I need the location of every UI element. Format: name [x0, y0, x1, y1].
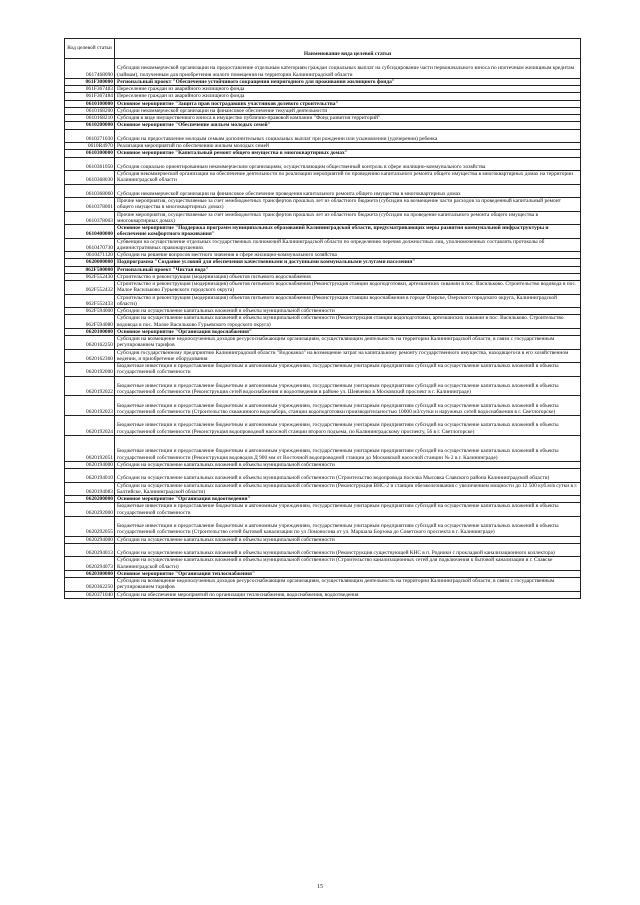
table-body	[65, 59, 581, 599]
row-code: 0610378001	[65, 198, 115, 212]
row-description: Бюджетные инвестиции и предоставление бюджетным и автономным учреждениям, государственным унитарным предприятиям субсидий на осуществление капитальных вложений в объекты государственной собственности (Строительство сетей бытовой канализации по ул Ломоносова от ул. Маршала Борзова до Советского проспекта в г. Калининграде)	[115, 516, 581, 536]
row-description: Бюджетные инвестиции и предоставление бюджетным и автономным учреждениям, государственным унитарным предприятиям субсидий на осуществление капитальных вложений в объекты государственной собственности (Реконструкция водопроводной насосной станции второго подъема, по Калининградскому проспекту, 56 в г. Светлогорске)	[115, 416, 581, 436]
row-description: Строительство и реконструкция (модернизация) объектов питьевого водоснабжения	[115, 273, 581, 280]
row-description: Основное мероприятие "Организация водоснабжения"	[115, 328, 581, 335]
row-code: 0610471120	[65, 252, 115, 259]
row-description: Реализация мероприятий по обеспечению жильем молодых семей	[115, 143, 581, 150]
table-row	[65, 157, 581, 171]
row-description: Строительство и реконструкция (модернизация) объектов питьевого водоснабжения (Реконструкция станции водоснабжения в городе Озерске, Озерского городского округа, Калининградской области)	[115, 294, 581, 308]
table-row	[65, 435, 581, 461]
row-description: Субсидии на решение вопросов местного значения в сфере жилищно-коммунального хозяйства	[115, 252, 581, 259]
table-row	[65, 184, 581, 198]
row-code: 0610400000	[65, 225, 115, 239]
table-row	[65, 315, 581, 329]
row-code: 0620194000	[65, 461, 115, 468]
table-row	[65, 93, 581, 100]
table-row	[65, 591, 581, 598]
row-description: Субсидии на предоставление молодым семьям дополнительных социальных выплат при рождении или усыновлении (удочерении) ребенка	[115, 129, 581, 143]
row-description: Переселение граждан из аварийного жилищного фонда	[115, 86, 581, 93]
table-row	[65, 469, 581, 483]
row-code: 0620294000	[65, 536, 115, 543]
row-description: Субсидии некоммерческой организации на финансовое обеспечение текущей деятельности	[115, 107, 581, 114]
table-row	[65, 349, 581, 363]
row-code: 061F367484	[65, 93, 115, 100]
row-description: Бюджетные инвестиции и предоставление бюджетным и автономным учреждениям, государственным унитарным предприятиям субсидий на осуществление капитальных вложений в объекты государственной собственности (Реконструкция водоводов Д 900 мм от Восточной водопроводной станции до Московской насосной станции № 2 в г. Калининграде)	[115, 435, 581, 461]
row-description: Бюджетные инвестиции и предоставление бюджетным и автономным учреждениям, государственным унитарным предприятиям субсидий на осуществление капитальных вложений в объекты государственной собственности (Строительство скважинного водозабора, станции водоподготовки производительностью 10000 м3/сутки и наружных сетей водоснабжения в г. Светлогорске)	[115, 396, 581, 416]
table-row	[65, 503, 581, 517]
table-row	[65, 416, 581, 436]
row-description: Основное мероприятие "Организация водоотведения"	[115, 496, 581, 503]
row-description: Региональный проект "Чистая вода"	[115, 266, 581, 273]
table-row	[65, 516, 581, 536]
table-row	[65, 363, 581, 377]
row-code: 0610271030	[65, 129, 115, 143]
row-description: Подпрограмма "Создание условий для обеспечения качественными и доступными коммунальными услугами населения"	[115, 259, 581, 266]
table-row	[65, 396, 581, 416]
row-code: 061F367483	[65, 86, 115, 93]
table-row	[65, 482, 581, 496]
row-code: 0620371040	[65, 591, 115, 598]
row-description: Субсидии на возмещение недополученных доходов ресурсоснабжающим организациям, осуществляющим деятельность на территории Калининградской области, в связи с государственным регулированием тарифов	[115, 578, 581, 592]
table-row	[65, 225, 581, 239]
table-row	[65, 496, 581, 503]
row-code: 0610168210	[65, 115, 115, 122]
row-code: 0610100000	[65, 100, 115, 107]
row-description: Субсидии на осуществление капитальных вложений в объекты муниципальной собственности	[115, 536, 581, 543]
row-code: 0620192051	[65, 435, 115, 461]
table-row	[65, 100, 581, 107]
row-description: Основное мероприятие "Организация теплоснабжения"	[115, 570, 581, 577]
row-code: 0620162360	[65, 349, 115, 363]
row-description: Бюджетные инвестиции и предоставление бюджетным и автономным учреждениям, государственным унитарным предприятиям субсидий на осуществление капитальных вложений в объекты государственной собственности	[115, 363, 581, 377]
row-code: 0620194083	[65, 482, 115, 496]
row-description: Прочие мероприятия, осуществляемые за счет межбюджетных трансфертов прошлых лет из областного бюджета (субсидии на возмещение части расходов за проведенный капитальный ремонт общего имущества в многоквартирных домах)	[115, 198, 581, 212]
row-code: 0620294013	[65, 543, 115, 557]
row-code: 062F552432	[65, 281, 115, 295]
row-description: Субсидии на обеспечение мероприятий по организации теплоснабжения, водоснабжения, водоотведения	[115, 591, 581, 598]
page-number: 15	[317, 884, 323, 890]
row-code: 0610368030	[65, 171, 115, 185]
table-row	[65, 461, 581, 468]
table-row	[65, 570, 581, 577]
row-description: Субсидия социально ориентированным некоммерческим организациям, осуществляющим общественный контроль в сфере жилищно-коммунального хозяйства	[115, 157, 581, 171]
row-description: Субсидии на осуществление капитальных вложений в объекты муниципальной собственности (Реконструкция станции водоподготовки, артезианских скважин в пос. Васильково. Строительство водовода в пос. Малое Васильково Гурьевского городского округа)	[115, 315, 581, 329]
row-code: 062F594080	[65, 315, 115, 329]
table-row	[65, 328, 581, 335]
row-code: 0620100000	[65, 328, 115, 335]
document-page	[64, 38, 580, 599]
row-code: 0610378003	[65, 211, 115, 225]
table-row	[65, 536, 581, 543]
table-row	[65, 281, 581, 295]
row-code: 0610470730	[65, 238, 115, 252]
row-description: Строительство и реконструкция (модернизация) объектов питьевого водоснабжения (Реконструкция станции водоподготовки, артезианских скважин в пос. Васильково. Строительство водовода в пос. Малое Васильково Гурьевского городского округа)	[115, 281, 581, 295]
row-description: Основное мероприятие "Обеспечение жильем молодых семей"	[115, 122, 581, 129]
row-code: 0610168200	[65, 107, 115, 114]
row-code: 0620192023	[65, 396, 115, 416]
row-code: 0610361050	[65, 157, 115, 171]
row-code: 0620292055	[65, 516, 115, 536]
table-row	[65, 198, 581, 212]
row-description: Региональный проект "Обеспечение устойчивого сокращения непригодного для проживания жилищного фонда"	[115, 78, 581, 85]
row-description: Субсидии на осуществление капитальных вложений в объекты муниципальной собственности (Строительство канализационных сетей для подключения к бытовой канализации в г. Славске Калининградской области)	[115, 557, 581, 571]
header-code: Код целевой статьи	[65, 39, 115, 59]
table-row	[65, 259, 581, 266]
row-code: 0610200000	[65, 122, 115, 129]
row-description: Бюджетные инвестиции и предоставление бюджетным и автономным учреждениям, государственным унитарным предприятиям субсидий на осуществление капитальных вложений в объекты государственной собственности	[115, 503, 581, 517]
row-description: Основное мероприятие "Защита прав пострадавших участников долевого строительства"	[115, 100, 581, 107]
table-row	[65, 578, 581, 592]
table-row	[65, 308, 581, 315]
table-header-row	[65, 39, 581, 59]
row-code: 0620192000	[65, 363, 115, 377]
table-row	[65, 211, 581, 225]
row-description: Основное мероприятие "Капитальный ремонт общего имущества в многоквартирных домах"	[115, 150, 581, 157]
row-code: 0620162250	[65, 336, 115, 350]
table-row	[65, 252, 581, 259]
row-code: 0620192024	[65, 416, 115, 436]
table-row	[65, 376, 581, 396]
row-description: Субсидии на осуществление капитальных вложений в объекты муниципальной собственности (Реконструкция существующей КНС в п. Родники с прокладкой канализационного коллектора)	[115, 543, 581, 557]
row-description: Субсидии некоммерческой организации на предоставление отдельным категориям граждан социальных выплат на субсидирование части первоначального взноса по ипотечным жилищным кредитам (займам), полученным для приобретения жилого помещения на территории Калининградской области	[115, 59, 581, 79]
table-row	[65, 78, 581, 85]
row-description: Субсидия государственному предприятию Калининградской области "Водоканал" на возмещение затрат на капитальному ремонту государственного имущества, находящегося в его хозяйственном ведении, и приобретение оборудования	[115, 349, 581, 363]
table-row	[65, 238, 581, 252]
row-code: 0620200000	[65, 496, 115, 503]
row-code: 0617468090	[65, 59, 115, 79]
table-row	[65, 557, 581, 571]
row-code: 0620194010	[65, 469, 115, 483]
table-row	[65, 543, 581, 557]
row-code: 0620362250	[65, 578, 115, 592]
header-name: Наименование вида целевой статьи	[115, 39, 581, 59]
row-description: Субсидия некоммерческой организации на обеспечение деятельности по реализации мероприятий по проведению капитального ремонта общего имущества в многоквартирных домах на территории Калининградской области	[115, 171, 581, 185]
row-description: Субсидии на осуществление капитальных вложений в объекты муниципальной собственности (Реконструкция ВНС-2 и станции обезжелезивания с увеличением мощности до 12 500 куб.м/в сутки в г. Балтийске, Калининградской области)	[115, 482, 581, 496]
target-articles-table	[64, 38, 581, 599]
row-description: Субсидии некоммерческой организации на финансовое обеспечение проведения капитального ремонта общего имущества в многоквартирных домах	[115, 184, 581, 198]
table-row	[65, 150, 581, 157]
table-row	[65, 107, 581, 114]
table-row	[65, 59, 581, 79]
row-code: 061F300000	[65, 78, 115, 85]
table-row	[65, 115, 581, 122]
table-row	[65, 143, 581, 150]
row-code: 062F594000	[65, 308, 115, 315]
row-description: Переселение граждан из аварийного жилищного фонда	[115, 93, 581, 100]
row-code: 062F500000	[65, 266, 115, 273]
table-row	[65, 129, 581, 143]
table-row	[65, 294, 581, 308]
table-row	[65, 86, 581, 93]
row-code: 0610368060	[65, 184, 115, 198]
row-description: Основное мероприятие "Поддержка программ муниципальных образований Калининградской области, предусматривающих меры развития коммунальной инфраструктуры и обеспечение комфортного проживания"	[115, 225, 581, 239]
table-row	[65, 122, 581, 129]
row-code: 062F552430	[65, 273, 115, 280]
row-description: Субсидии на возмещение недополученных доходов ресурсоснабжающим организациям, осуществляющим деятельность на территории Калининградской области, в связи с государственным регулированием тарифов	[115, 336, 581, 350]
row-code: 0620300000	[65, 570, 115, 577]
row-description: Субсидии на осуществление капитальных вложений в объекты муниципальной собственности	[115, 461, 581, 468]
table-row	[65, 266, 581, 273]
row-description: Прочие мероприятия, осуществляемые за счет межбюджетных трансфертов прошлых лет из областного бюджета (субсидии на проведение капитального ремонта общего имущества в многоквартирных домах)	[115, 211, 581, 225]
row-code: 062F552433	[65, 294, 115, 308]
row-description: Субсидии на осуществление капитальных вложений в объекты муниципальной собственности (Строительство водопровода поселка Мысовка Славского района Калининградской области)	[115, 469, 581, 483]
row-code: 0620294073	[65, 557, 115, 571]
row-code: 0610R4970	[65, 143, 115, 150]
table-row	[65, 273, 581, 280]
row-code: 0620192022	[65, 376, 115, 396]
row-description: Субсидии на осуществление капитальных вложений в объекты муниципальной собственности	[115, 308, 581, 315]
row-description: Бюджетные инвестиции и предоставление бюджетным и автономным учреждениям, государственным унитарным предприятиям субсидий на осуществление капитальных вложений в объекты государственной собственности (Реконструкция сетей водоснабжения и водоотведения в районе ул. Шевченко в Московский проспект в г. Калининграде)	[115, 376, 581, 396]
row-code: 0610300000	[65, 150, 115, 157]
table-row	[65, 336, 581, 350]
row-code: 0620292000	[65, 503, 115, 517]
row-description: Субвенции на осуществление отдельных государственных полномочий Калининградской области по определению перечня должностных лиц, уполномоченных составлять протоколы об административных правонарушениях	[115, 238, 581, 252]
row-code: 0620000000	[65, 259, 115, 266]
table-row	[65, 171, 581, 185]
row-description: Субсидия в виде имущественного взноса в имущество публично-правовой компании "Фонд развития территорий"	[115, 115, 581, 122]
